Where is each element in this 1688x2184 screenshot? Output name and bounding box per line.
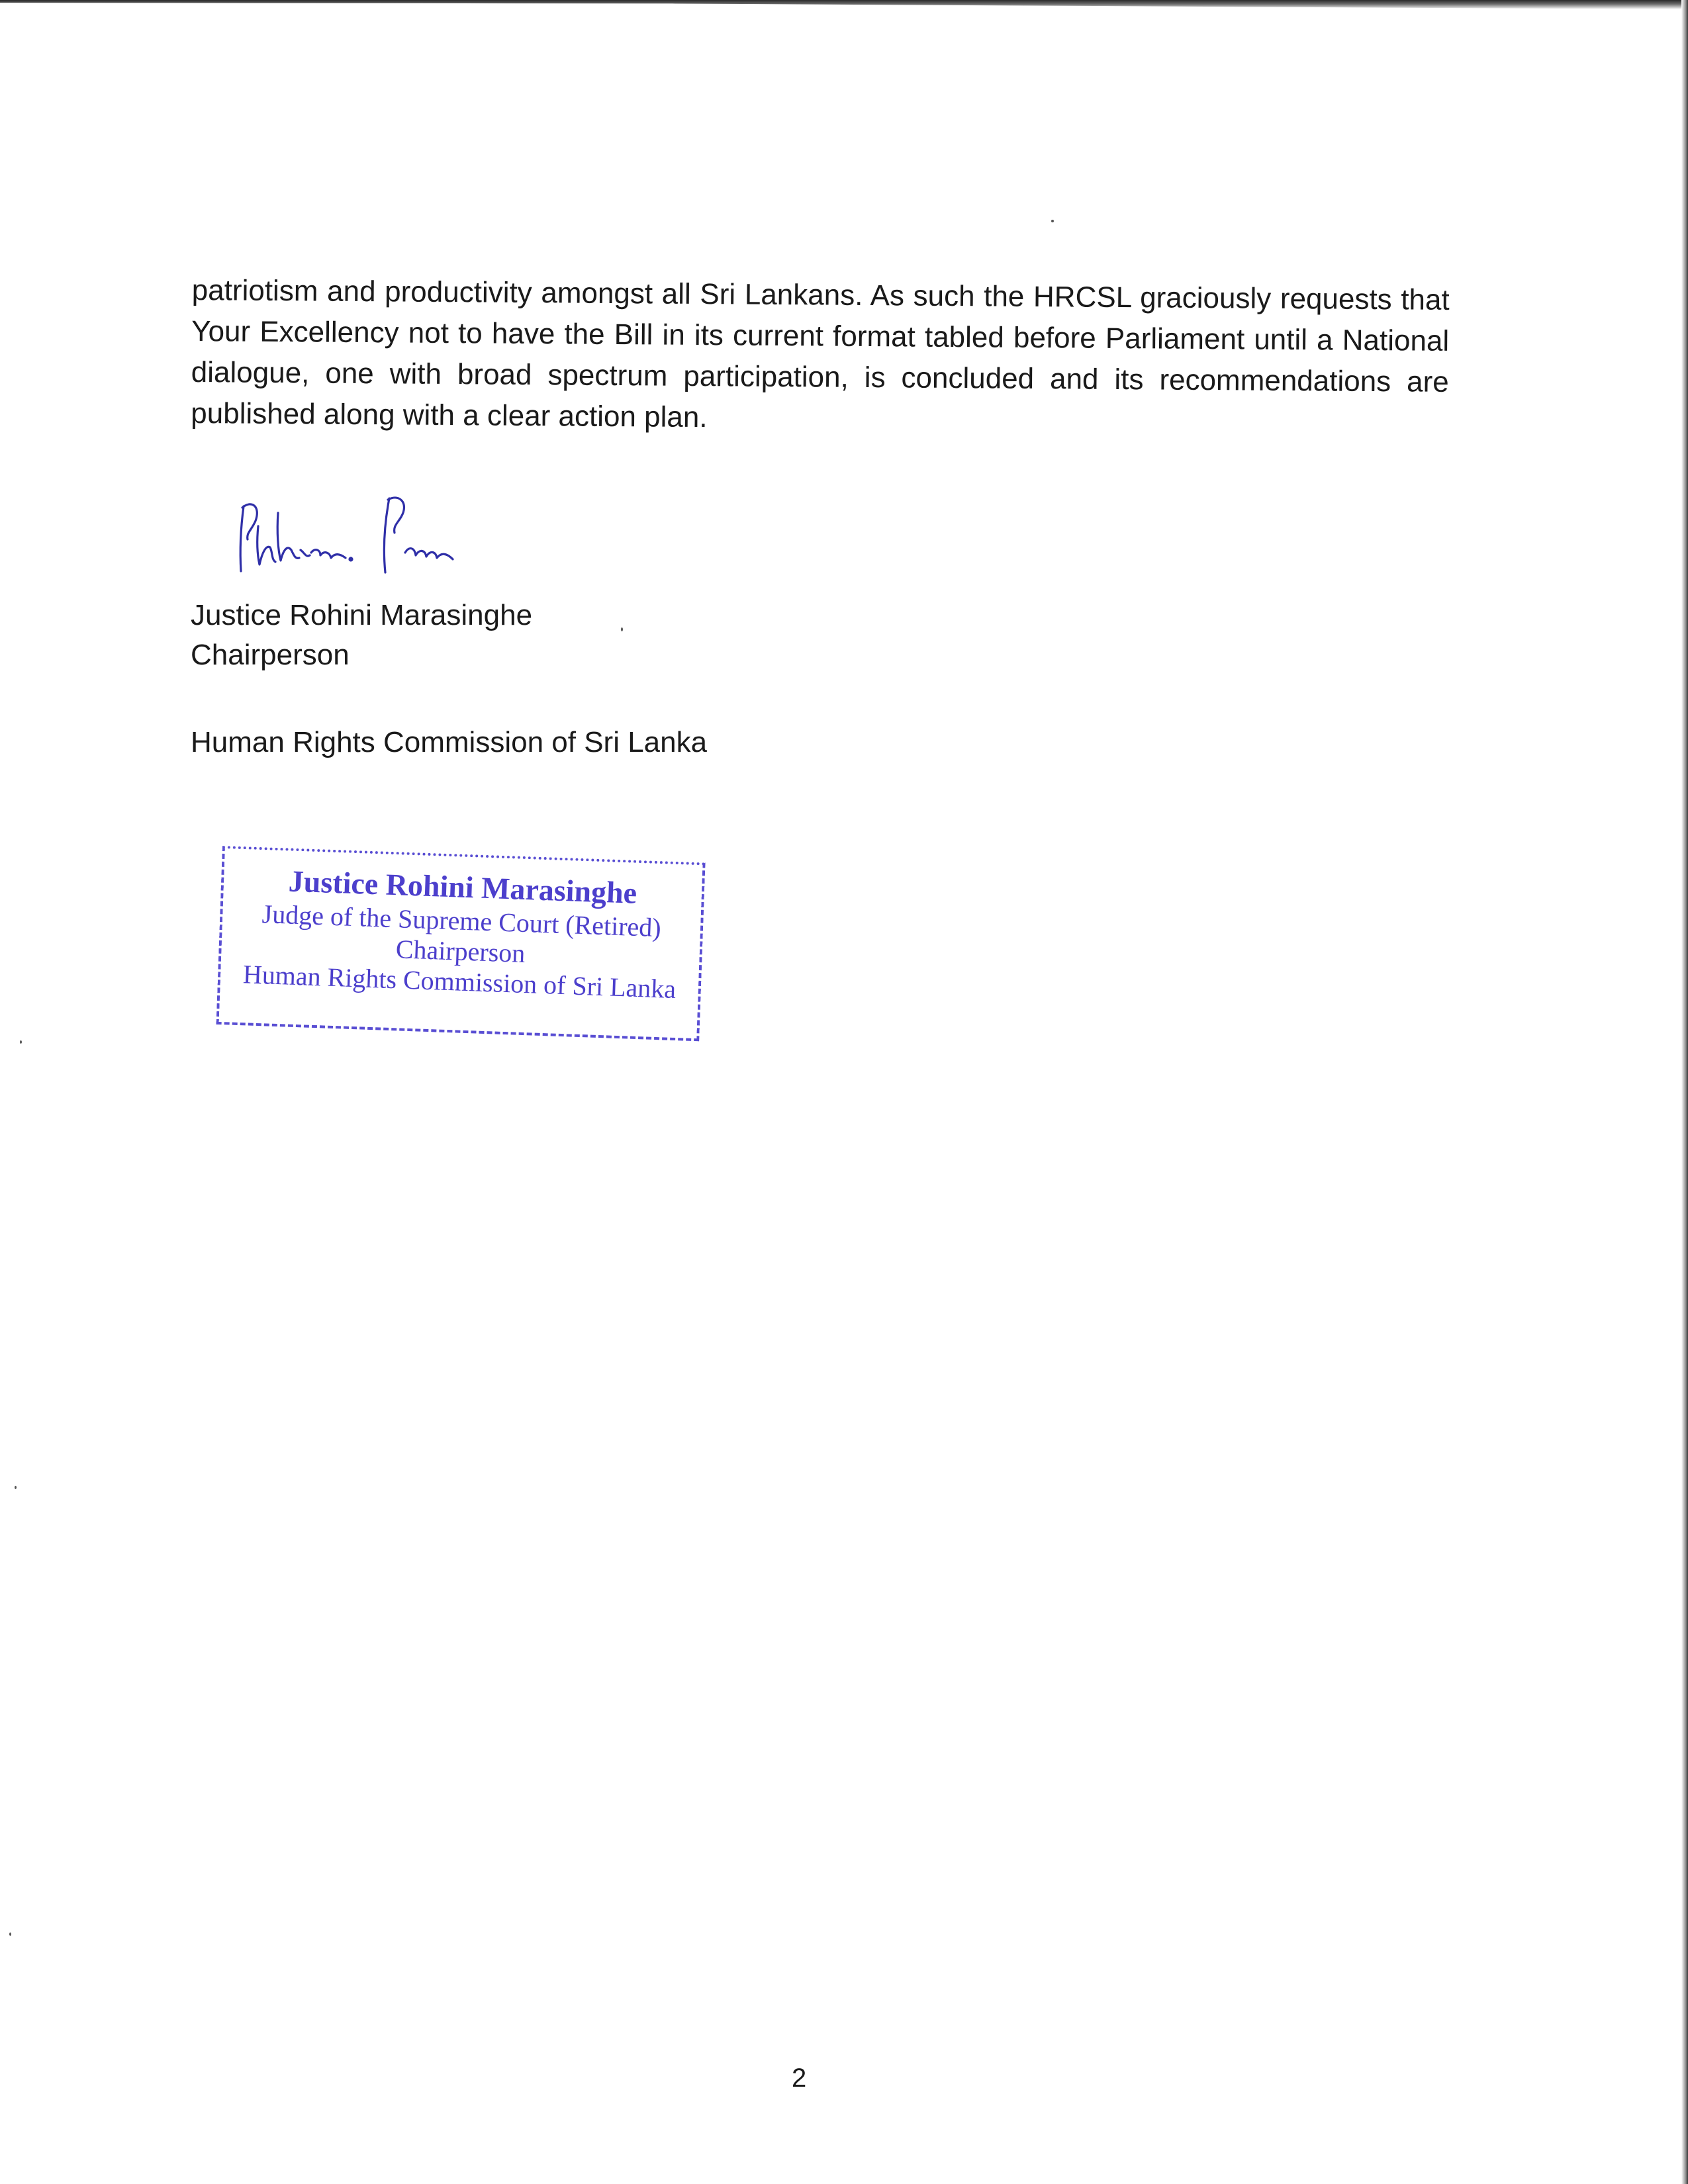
stamp-chairperson: Chairperson	[395, 934, 526, 969]
page-number: 2	[792, 2064, 807, 2093]
handwritten-signature	[232, 486, 483, 586]
stamp-organization: Human Rights Commission of Sri Lanka	[242, 959, 677, 1005]
scan-right-edge	[1681, 0, 1688, 2184]
scan-speck	[20, 1040, 22, 1044]
signatory-title: Chairperson	[191, 639, 350, 671]
closing-paragraph: patriotism and productivity amongst all Sri Lankans. As such the HRCSL graciously requests that Your Excellency not to have the Bill in its current format tabled before Parliament until a National dialogue, one with broad spectrum participation, is concluded and its recommendations are published along with a clear action plan.	[191, 273, 1450, 434]
scan-speck	[15, 1486, 17, 1489]
signatory-block	[191, 596, 532, 675]
signatory-name: Justice Rohini Marasinghe	[191, 599, 533, 631]
official-stamp	[216, 846, 706, 1041]
scan-speck	[1051, 220, 1054, 222]
scan-speck	[621, 627, 623, 631]
scan-top-edge	[0, 0, 1688, 23]
scan-speck	[9, 1933, 11, 1936]
organization-name: Human Rights Commission of Sri Lanka	[191, 726, 708, 758]
stamp-name: Justice Rohini Marasinghe	[288, 864, 638, 910]
stamp-judge-title: Judge of the Supreme Court (Retired)	[261, 899, 662, 943]
